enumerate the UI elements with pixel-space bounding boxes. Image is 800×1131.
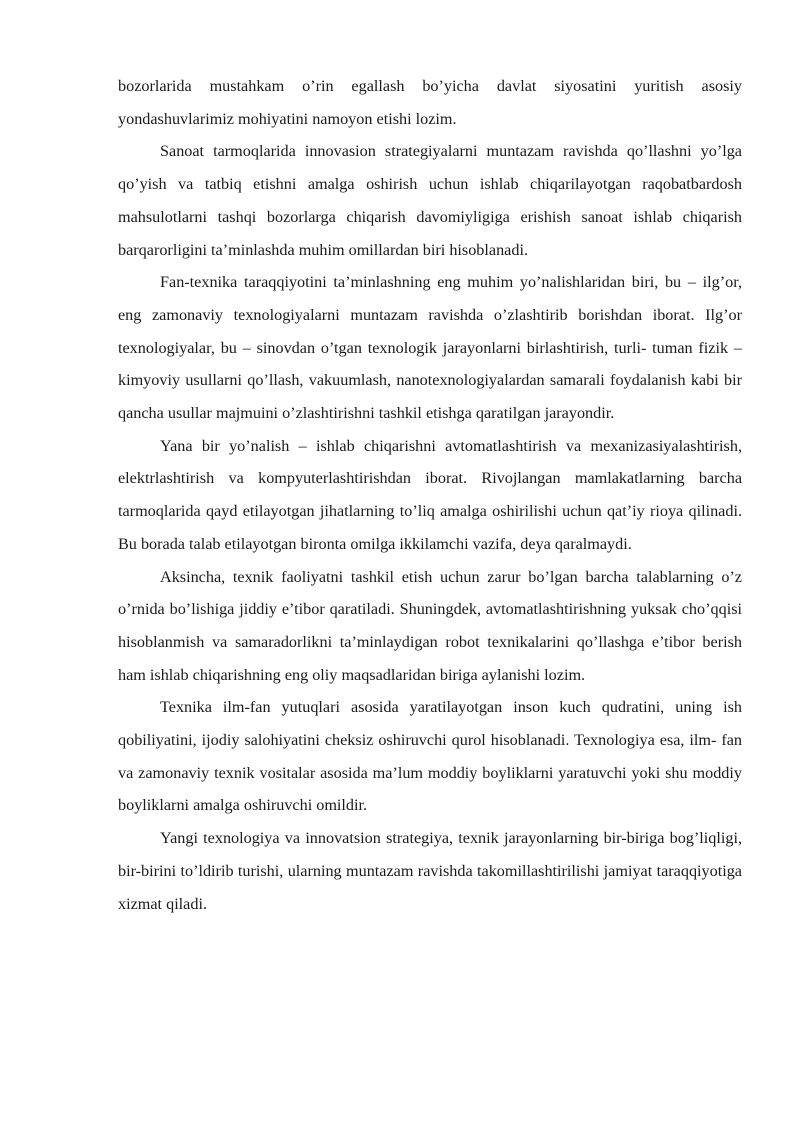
paragraph-technology-definition: Texnika ilm-fan yutuqlari asosida yaratilayotgan inson kuch qudratini, uning ish qobiliyatini, ijodiy salohiyatini cheksiz oshiruvchi qurol hisoblanadi. Texnologiya esa, ilm- fan va zamonaviy texnik vositalar asosida ma’lum moddiy boyliklarni yaratuvchi yoki shu moddiy boyliklarni amalga oshiruvchi omildir. [118,698,742,815]
paragraph-automation: Yana bir yo’nalish – ishlab chiqarishni avtomatlashtirish va mexanizasiyalashtirish, elektrlashtirish va kompyuterlashtirishdan iborat. Rivojlangan mamlakatlarning barcha tarmoqlarida qayd etilayotgan jihatlarning to’liq amalga oshirilishi uchun qat’iy rioya qilinadi. Bu borada talab etilayotgan bironta omilga ikkilamchi vazifa, deya qaralmaydi. [118,436,742,553]
paragraph-continuation: bozorlarida mustahkam o’rin egallash bo’yicha davlat siyosatini yuritish asosiy yondashuvlarimiz mohiyatini namoyon etishi lozim. [118,77,742,128]
paragraph-innovation-strategies: Sanoat tarmoqlarida innovasion strategiyalarni muntazam ravishda qo’llashni yo’lga qo’yish va tatbiq etishni amalga oshirish uchun ishlab chiqarilayotgan raqobatbardosh mahsulotlarni tashqi bozorlarga chiqarish davomiyligiga erishish sanoat ishlab chiqarish barqarorligini ta’minlashda muhim omillardan biri hisoblanadi. [118,142,742,259]
paragraph-conclusion: Yangi texnologiya va innovatsion strategiya, texnik jarayonlarning bir-biriga bog’liqligi, bir-birini to’ldirib turishi, ularning muntazam ravishda takomillashtirilishi jamiyat taraqqiyotiga xizmat qiladi. [118,829,742,913]
document-page [118,70,742,920]
paragraph-advanced-technologies: Fan-texnika taraqqiyotini ta’minlashning eng muhim yo’nalishlaridan biri, bu – ilg’or, eng zamonaviy texnologiyalarni muntazam ravishda o’zlashtirib borishdan iborat. Ilg’or texnologiyalar, bu – sinovdan o’tgan texnologik jarayonlarni birlashtirish, turli- tuman fizik – kimyoviy usullarni qo’llash, vakuumlash, nanotexnologiyalardan samarali foydalanish kabi bir qancha usullar majmuini o’zlashtirishni tashkil etishga qaratilgan jarayondir. [118,273,742,423]
paragraph-technical-activity: Aksincha, texnik faoliyatni tashkil etish uchun zarur bo’lgan barcha talablarning o’z o’rnida bo’lishiga jiddiy e’tibor qaratiladi. Shuningdek, avtomatlashtirishning yuksak cho’qqisi hisoblanmish va samaradorlikni ta’minlaydigan robot texnikalarini qo’llashga e’tibor berish ham ishlab chiqarishning eng oliy maqsadlaridan biriga aylanishi lozim. [118,567,742,684]
